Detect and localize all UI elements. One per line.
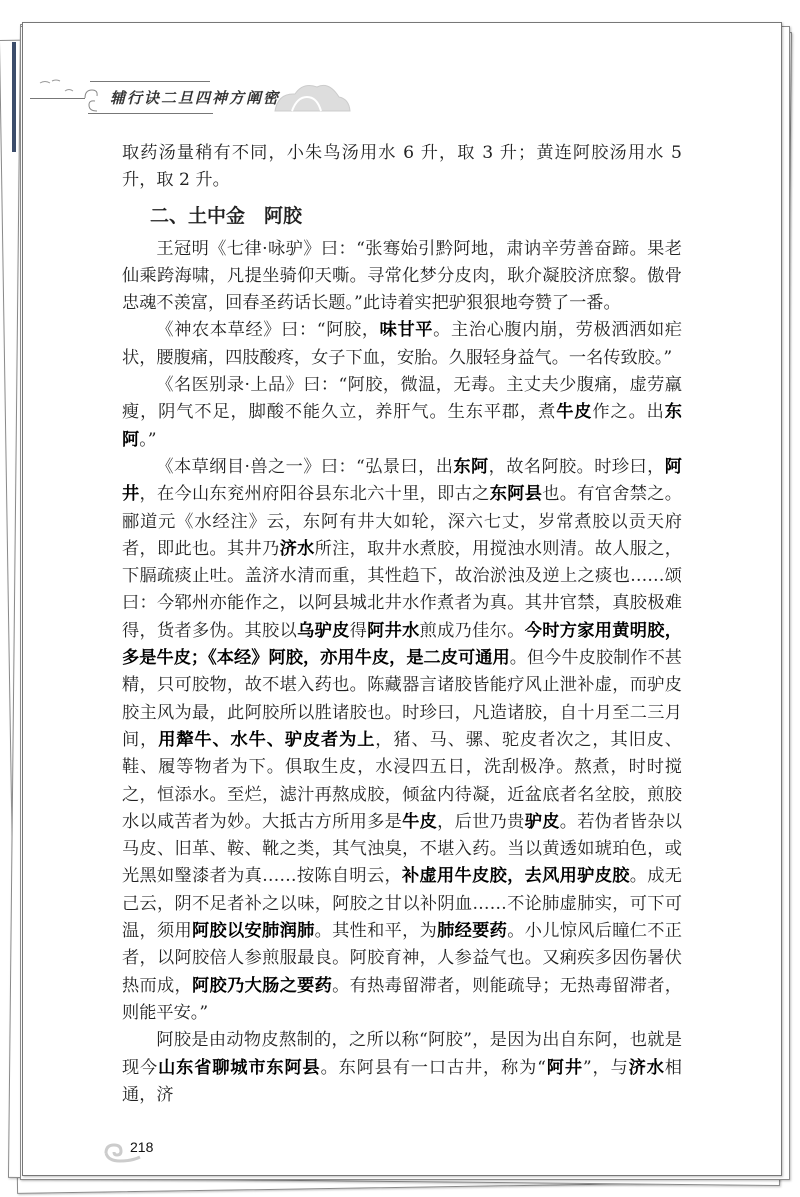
text-segment: 《神农本草经》曰：“阿胶， [156, 320, 380, 341]
emphasized-text: 东阿 [122, 402, 682, 450]
emphasized-text: 今时方家用黄明胶，多是牛皮；《本经》阿胶，亦用牛皮，是二皮可通用 [122, 620, 682, 669]
text-segment: 。但今牛皮胶制作不甚精，只可胶物，故不堪入药也。陈藏器言诸胶皆能疗风止泄补虚，而驴皮胶主风为最，此阿胶所以胜诸胶也。时珍曰，凡造诸胶，自十月至二三月间， [122, 648, 682, 750]
page-number: 218 [130, 1139, 154, 1156]
emphasized-text: 补虚用牛皮胶，去风用驴皮胶 [401, 866, 630, 887]
paragraphs [122, 236, 682, 1110]
text-segment: 。其性和平，为 [314, 921, 438, 942]
emphasized-text: 阿井 [545, 1057, 583, 1078]
header-rule [30, 98, 85, 99]
text-segment: 得 [349, 620, 368, 641]
emphasized-text: 东阿 [453, 456, 489, 477]
emphasized-text: 牛皮 [556, 402, 593, 423]
text-segment: ，故名阿胶。时珍曰， [488, 456, 665, 477]
page-body [122, 0, 682, 1167]
running-title: 辅行诀二旦四神方阐密 [110, 89, 281, 107]
text-segment: 《本草纲目·兽之一》曰：“弘景曰，出 [156, 456, 454, 477]
emphasized-text: 济水 [628, 1057, 665, 1078]
emphasized-text: 用犛牛、水牛、驴皮者为上 [158, 729, 376, 750]
page-edge-decoration [12, 42, 16, 152]
emphasized-text: 济水 [279, 538, 315, 559]
text-segment: 。成无己云，阴不足者补之以味，阿胶之甘以补阴血……不论肺虚肺实，可下可温，须用 [122, 866, 682, 942]
text-segment: 阿胶是由动物皮熬制的，之所以称“阿胶”，是因为出自东阿，也就是现今 [122, 1030, 682, 1078]
text-segment: 取药汤量稍有不同，小朱鸟汤用水 6 升，取 3 升；黄连阿胶汤用水 5 升，取 2 升。 [122, 143, 682, 191]
emphasized-text: 阿井 [122, 456, 682, 505]
text-segment: 王冠明《七律·咏驴》曰：“张骞始引黔阿地，肃讷辛劳善奋蹄。果老仙乘跨海啸，凡提坐骑仰天嘶。寻常化梦分皮肉，耿介凝胶济庶黎。傲骨忠魂不羡富，回春圣药话长题。”此诗着实把驴狠狠地夸赞了一番。 [122, 238, 682, 314]
paragraph [122, 236, 682, 318]
emphasized-text: 阿井水 [367, 620, 420, 641]
emphasized-text: 牛皮 [402, 811, 438, 832]
page-number-area [102, 1137, 172, 1167]
paragraph [122, 1027, 682, 1109]
text-segment: 所注，取井水煮胶，用搅浊水则清。故人服之，下膈疏痰止吐。盖济水清而重，其性趋下，故治淤浊及逆上之痰也……颂曰：今郓州亦能作之，以阿县城北井水作煮者为真。其井官禁，真胶极难得，货者多伪。其胶以 [122, 538, 682, 641]
emphasized-text: 肺经要药 [437, 921, 508, 942]
intro-line [122, 140, 682, 195]
emphasized-text: 阿胶以安肺润肺 [192, 921, 315, 942]
paragraph [122, 454, 682, 1027]
text-segment: 作之。出 [592, 402, 665, 423]
paragraph [122, 317, 682, 372]
text-segment: 。主治心腹内崩，劳极洒洒如疟状，腰腹痛，四肢酸疼，女子下血，安胎。久服轻身益气。一名传致胶。” [122, 320, 682, 368]
emphasized-text: 味甘平 [379, 320, 434, 341]
emphasized-text: 驴皮 [524, 811, 560, 832]
text-segment: 。小儿惊风后瞳仁不正者，以阿胶倍人参煎服最良。阿胶育神，人参益气也。又痢疾多因伤暑伏热而成， [122, 921, 682, 996]
text-segment: 。有热毒留滞者，则能疏导；无热毒留滞者，则能平安。” [122, 975, 682, 1023]
emphasized-text: 东阿县 [489, 484, 543, 505]
text-segment: 。” [139, 429, 157, 450]
text-segment: 煎成乃佳尔。 [419, 620, 525, 641]
section-heading: 二、土中金 阿胶 [150, 204, 303, 227]
text-segment: 。若伪者皆杂以马皮、旧革、鞍、靴之类，其气浊臭，不堪入药。当以黄透如琥珀色，或光黑如瑿漆者为真……按陈自明云， [122, 811, 682, 887]
text-segment: 也。有官舍禁之。郦道元《水经注》云，东阿有井大如轮，深六七丈，岁常煮胶以贡天府者，即此也。其井乃 [122, 484, 682, 559]
text-segment: 《名医别录·上品》曰：“阿胶，微温，无毒。主丈夫少腹痛，虚劳羸瘦，阴气不足，脚酸不能久立，养肝气。生东平郡，煮 [122, 375, 682, 423]
text-segment: 相通，济 [122, 1057, 682, 1105]
emphasized-text: 乌驴皮 [297, 620, 350, 641]
text-segment: 。东阿县有一口古井，称为“ [320, 1057, 546, 1078]
text-segment: ”，与 [582, 1057, 629, 1078]
emphasized-text: 阿胶乃大肠之要药 [192, 975, 333, 996]
text-segment: ，猪、马、骡、驼皮者次之，其旧皮、鞋、履等物者为下。俱取生皮，水浸四五日，洗刮极净。熬煮，时时搅之，恒添水。至烂，滤汁再熬成胶，倾盆内待凝，近盆底者名坌胶，煎胶水以咸苦者为妙。大抵古方所用多是 [122, 729, 682, 832]
text-segment: ，在今山东兖州府阳谷县东北六十里，即古之 [139, 484, 490, 505]
text-segment: ，后世乃贵 [437, 811, 525, 832]
emphasized-text: 山东省聊城市东阿县 [158, 1057, 321, 1078]
paragraph [122, 372, 682, 454]
